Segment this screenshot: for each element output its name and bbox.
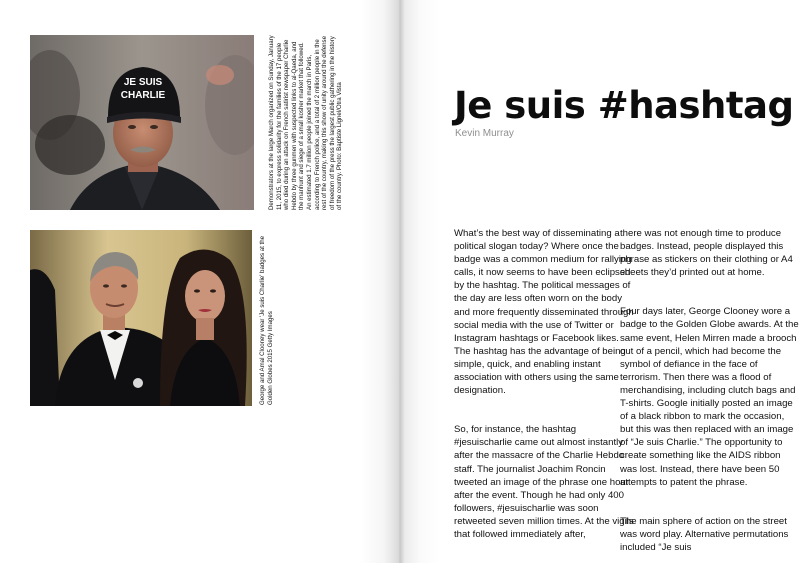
article-column-2: [620, 227, 800, 580]
article-title: Je suis #hashtag: [454, 84, 794, 127]
article-column-1: [454, 227, 634, 567]
beanie-text-line2: CHARLIE: [120, 90, 166, 101]
protester-photo: [30, 35, 254, 210]
paragraph: Four days later, George Clooney wore a badge to the Golden Globe awards. At the same event, Helen Mirren made a brooch out of a pencil, which had become the symbol of defiance in the face of terrorism. Then there was a flood of merchandising, including clutch bags and T-shirts. Google initially posted an image of a black ribbon to mark the occasion, but this was then replaced with an image of “Je suis Charlie.” The opportunity to create something like the AIDS ribbon was lost. Instead, there have been 50 attempts to patent the phrase.: [620, 306, 799, 488]
clooney-photo: [30, 230, 252, 406]
left-page: [0, 0, 400, 563]
paragraph: there was not enough time to produce badges. Instead, people displayed this phrase as stickers on their clothing or A4 sheets they’d printed out at home.: [620, 228, 793, 279]
beanie-text-line1: JE SUIS: [123, 77, 163, 88]
paragraph: The main sphere of action on the street was word play. Alternative permutations included “Je suis: [620, 515, 789, 553]
paragraph: So, for instance, the hashtag #jesuischarlie came out almost instantly after the massacre of the Charlie Hebdo staff. The journalist Joachim Roncin tweeted an image of the phrase one hour after the event. Though he had only 400 followers, #jesuischarlie was soon retweeted seven million times. At the vigils that followed immediately after,: [454, 424, 634, 540]
paragraph: What’s the best way of disseminating a political slogan today? Where once the badge was a common medium for rallying calls, it now seems to have been eclipsed by the hashtag. The political messages of the day are less often worn on the body and more frequently disseminated through social media with the use of Twitter or Instagram hashtags or Facebook likes. The hashtag has the advantage of being simple, quick, and enabling instant association with others using the same designation.: [454, 228, 634, 397]
protester-photo-caption: Demonstrators at the large March organized on Sunday, January 11, 2015, to express solidarity for the families of the 17 people who died during an attack on French satirist newspaper Charlie Hebdo by three gunmen with suspected links to al-Qaeda, and the manhunt and siege of a small kosher market that followed. An estimated 1.7 million people joined the march in Paris, according to French police, and a total of 2 million people in the rest of the country, making this show of unity around the defense of freedom of the press the largest public gathering in the history of the country. Photo: Baptiste Lignel/Otra Vista: [268, 35, 344, 210]
clooney-photo-caption: George and Amal Clooney wear 'Je suis Charlie' badges at the Golden Globes 2015 Getty Images: [259, 236, 274, 405]
article-author: Kevin Murray: [455, 128, 514, 139]
